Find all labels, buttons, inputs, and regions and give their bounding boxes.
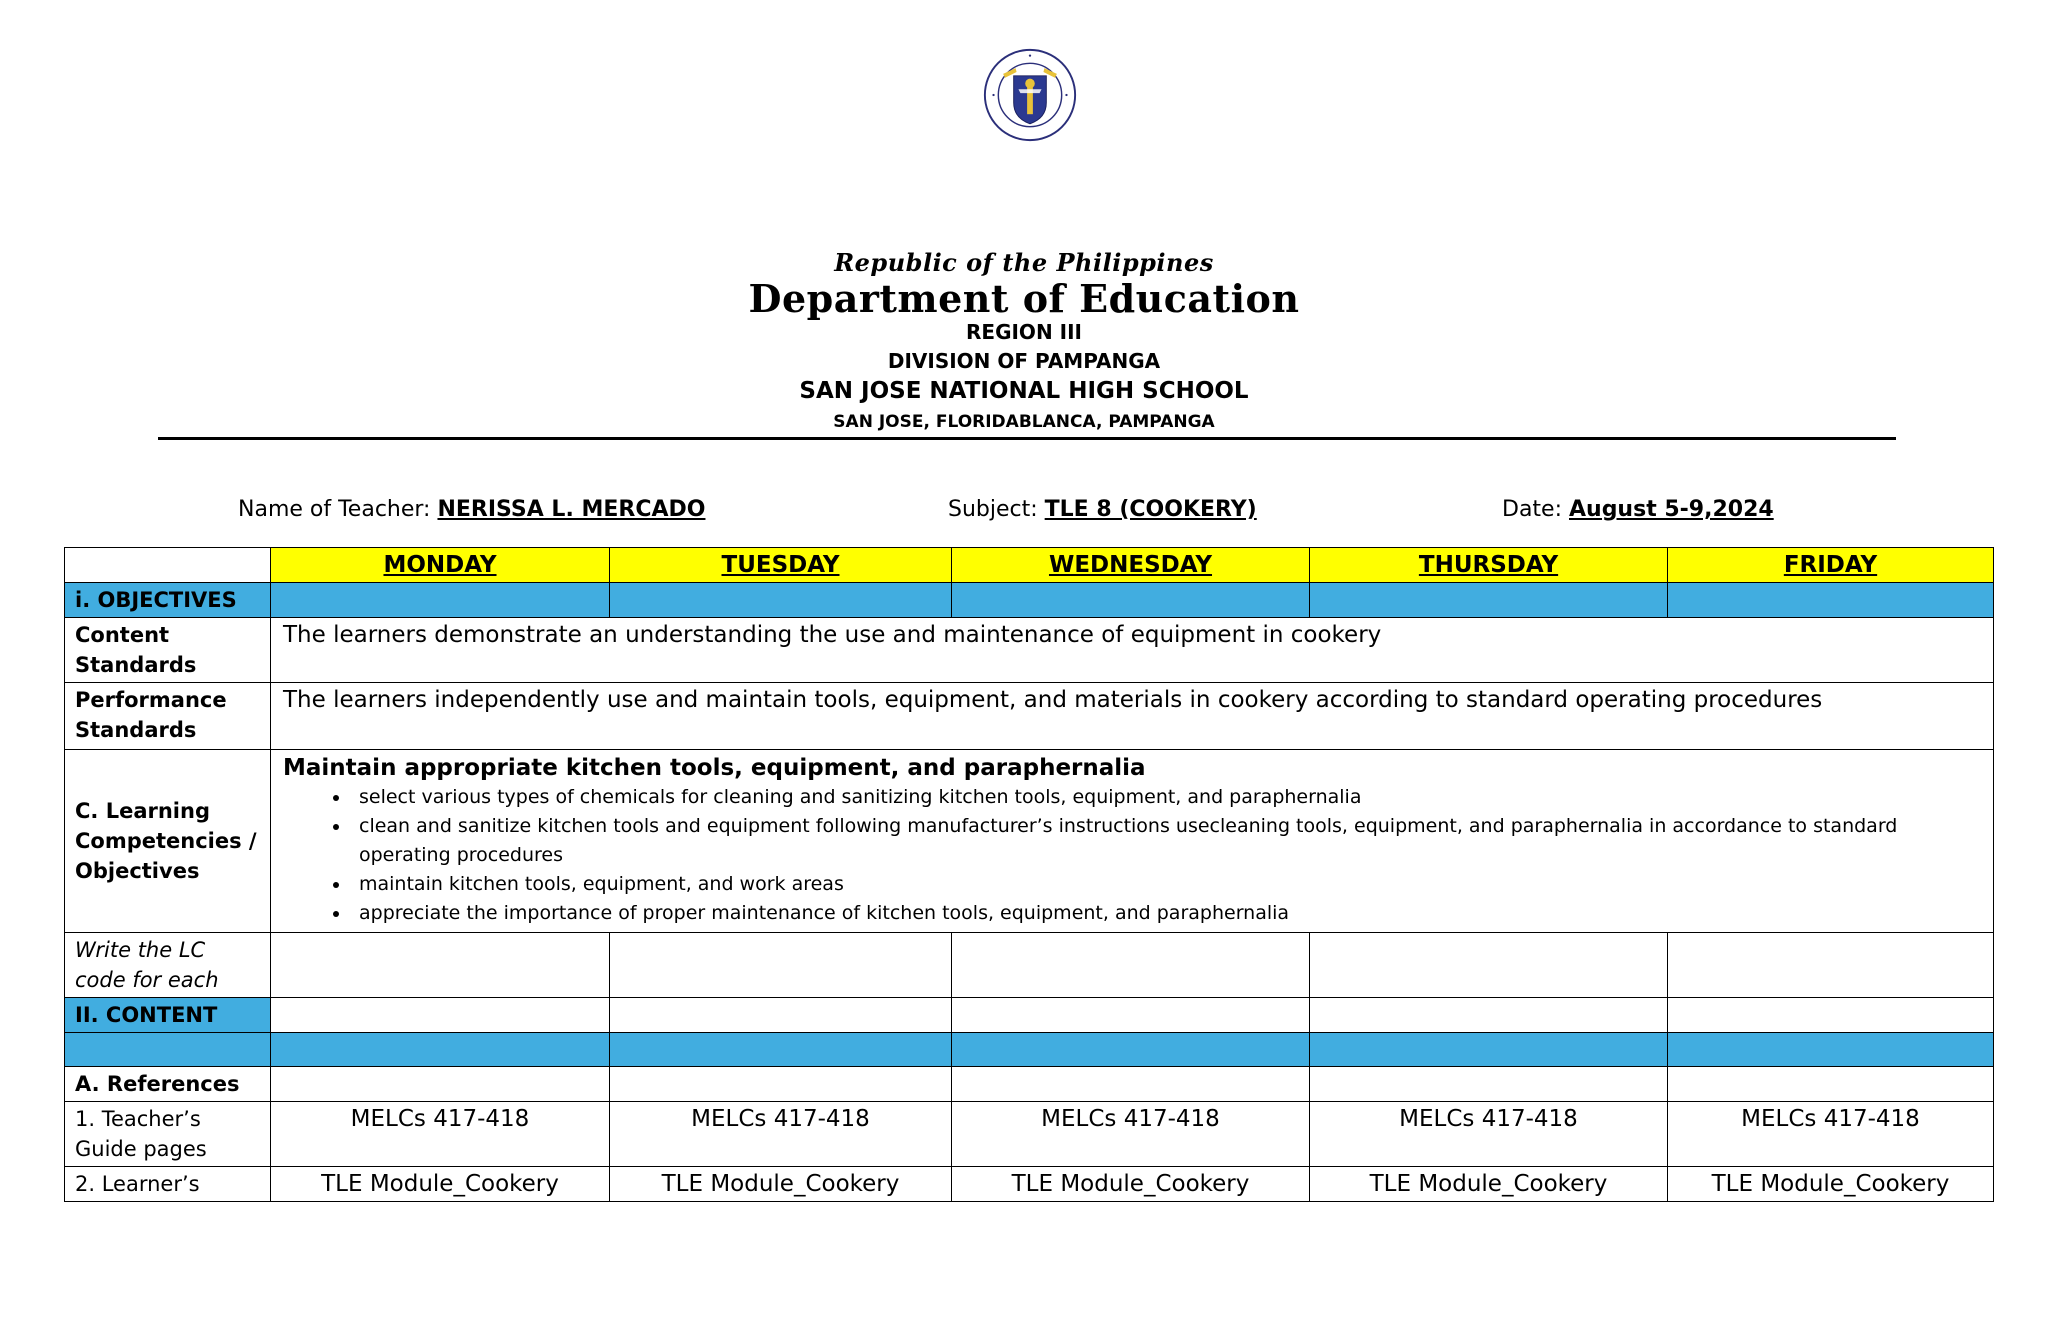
lc-code-row [65,933,1994,998]
days-row [65,548,1994,583]
objectives-cell [610,583,952,618]
content-cell [271,998,610,1033]
objectives-cell [271,583,610,618]
subject-value: TLE 8 (COOKERY) [1044,497,1257,522]
list-item: • select various types of chemicals for cleaning and sanitizing kitchen tools, equipment, and paraphernalia [351,783,1983,812]
competencies-heading: Maintain appropriate kitchen tools, equipment, and paraphernalia [283,755,1146,781]
lc-code-cell [1668,933,1994,998]
day-wednesday: WEDNESDAY [952,548,1310,583]
lc-code-cell [271,933,610,998]
subject-field [948,497,1257,522]
list-item: • appreciate the importance of proper maintenance of kitchen tools, equipment, and paraphernalia [351,899,1983,928]
teachers-guide-row [65,1102,1994,1167]
lc-code-cell [610,933,952,998]
day-monday: MONDAY [271,548,610,583]
teacher-field [238,497,705,522]
content-standards-text: The learners demonstrate an understanding the use and maintenance of equipment in cookery [271,618,1994,683]
teachers-guide-wednesday: MELCs 417-418 [952,1102,1310,1167]
references-row [65,1067,1994,1102]
learners-wednesday: TLE Module_Cookery [952,1167,1310,1202]
date-value: August 5-9,2024 [1569,497,1774,522]
lc-code-cell [952,933,1310,998]
references-cell [271,1067,610,1102]
list-item: • maintain kitchen tools, equipment, and work areas [351,870,1983,899]
teachers-guide-thursday: MELCs 417-418 [1310,1102,1668,1167]
objectives-label: i. OBJECTIVES [65,583,271,618]
spacer-cell [952,1033,1310,1067]
references-label: A. References [65,1067,271,1102]
learners-thursday: TLE Module_Cookery [1310,1167,1668,1202]
day-tuesday: TUESDAY [610,548,952,583]
references-cell [1668,1067,1994,1102]
content-row [65,998,1994,1033]
blue-spacer-row [65,1033,1994,1067]
content-label: II. CONTENT [65,998,271,1033]
performance-standards-row [65,683,1994,750]
lc-code-label: Write the LC code for each [65,933,271,998]
teachers-guide-monday: MELCs 417-418 [271,1102,610,1167]
date-field [1502,497,1774,522]
learners-tuesday: TLE Module_Cookery [610,1167,952,1202]
references-cell [610,1067,952,1102]
performance-standards-text: The learners independently use and maintain tools, equipment, and materials in cookery according to standard operating procedures [271,683,1994,750]
teacher-value: NERISSA L. MERCADO [437,497,706,522]
header-divider [158,437,1896,440]
objectives-cell [1668,583,1994,618]
competencies-row [65,750,1994,933]
teacher-label: Name of Teacher: [238,497,431,522]
competencies-list [283,783,1983,928]
day-thursday: THURSDAY [1310,548,1668,583]
competencies-label: C. Learning Competencies / Objectives [65,750,271,933]
objectives-cell [1310,583,1668,618]
objectives-cell [952,583,1310,618]
learners-label: 2. Learner’s [65,1167,271,1202]
spacer-cell [271,1033,610,1067]
learners-row [65,1167,1994,1202]
spacer-cell [1310,1033,1668,1067]
list-item: • clean and sanitize kitchen tools and equipment following manufacturer’s instructions usecleaning tools, equipment, and paraphernalia in accordance to standard operating procedures [351,812,1983,870]
teachers-guide-friday: MELCs 417-418 [1668,1102,1994,1167]
spacer-cell [610,1033,952,1067]
learners-friday: TLE Module_Cookery [1668,1167,1994,1202]
references-cell [1310,1067,1668,1102]
teachers-guide-label: 1. Teacher’s Guide pages [65,1102,271,1167]
learners-monday: TLE Module_Cookery [271,1167,610,1202]
content-cell [952,998,1310,1033]
day-friday: FRIDAY [1668,548,1994,583]
republic-heading: Republic of the Philippines [834,248,1214,277]
spacer-cell [1668,1033,1994,1067]
date-label: Date: [1502,497,1562,522]
content-cell [1310,998,1668,1033]
content-standards-row [65,618,1994,683]
content-cell [610,998,952,1033]
performance-standards-label: Performance Standards [65,683,271,750]
division-heading: DIVISION OF PAMPANGA [887,349,1161,373]
school-address: SAN JOSE, FLORIDABLANCA, PAMPANGA [833,412,1215,432]
objectives-row [65,583,1994,618]
references-cell [952,1067,1310,1102]
department-heading: Department of Education [748,276,1300,321]
spacer-cell [65,1033,271,1067]
school-heading: SAN JOSE NATIONAL HIGH SCHOOL [799,378,1249,404]
deped-seal-logo [982,47,1078,143]
corner-cell [65,548,271,583]
daily-lesson-log-table [64,547,1994,1202]
subject-label: Subject: [948,497,1038,522]
lc-code-cell [1310,933,1668,998]
content-standards-label: Content Standards [65,618,271,683]
content-cell [1668,998,1994,1033]
teachers-guide-tuesday: MELCs 417-418 [610,1102,952,1167]
competencies-cell [271,750,1994,933]
region-heading: REGION III [966,320,1082,344]
